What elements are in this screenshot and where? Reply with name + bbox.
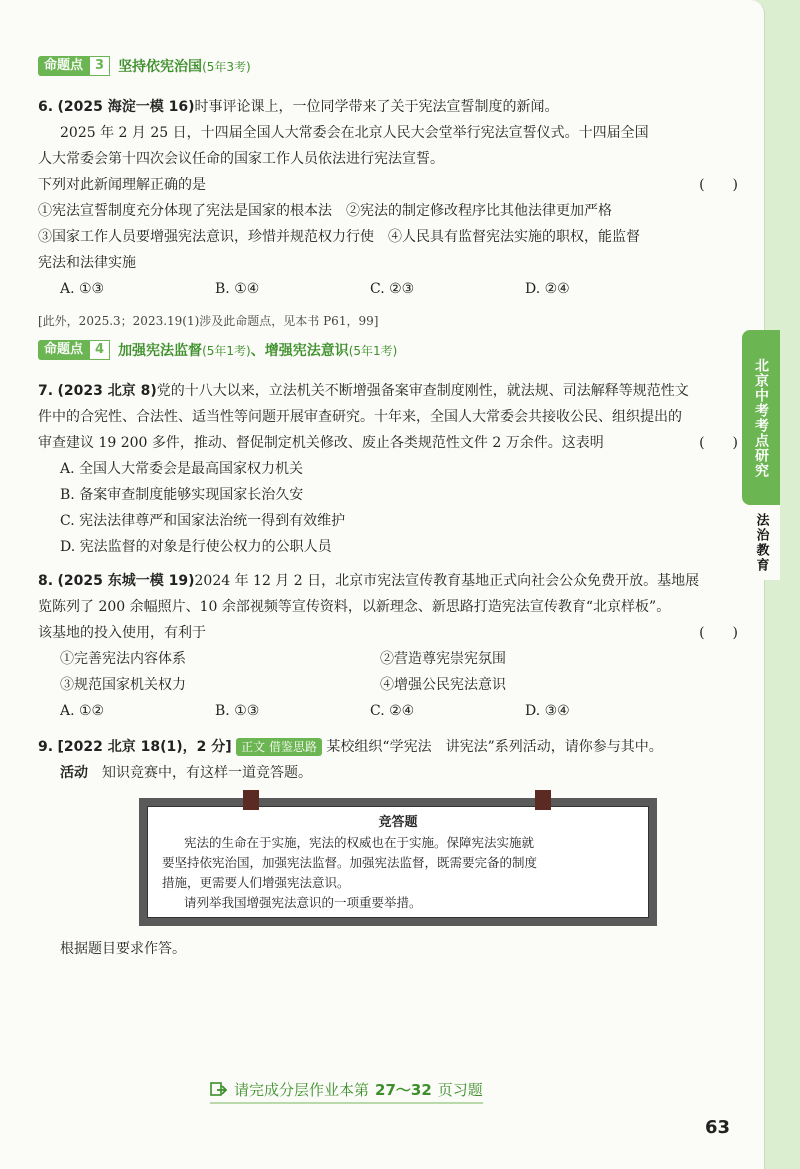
option-c[interactable]: C. 宪法法律尊严和国家法治统一得到有效维护: [60, 513, 346, 529]
reference-note: [此外，2025.3；2023.19(1)涉及此命题点，见本书 P61，99]: [38, 314, 379, 328]
question-ask: 下列对此新闻理解正确的是: [38, 177, 206, 193]
option-b[interactable]: B. ①④: [215, 281, 260, 297]
question-number: 9.: [38, 739, 54, 755]
statement-line: ①宪法宣誓制度充分体现了宪法是国家的根本法 ②宪法的制定修改程序比其他法律更加严格: [38, 203, 612, 219]
statement: ③规范国家机关权力: [60, 677, 186, 693]
question-stem: 某校组织“学宪法 讲宪法”系列活动，请你参与其中。: [326, 739, 663, 755]
footer-pre: 请完成分层作业本第: [234, 1081, 370, 1099]
question-line: 件中的合宪性、合法性、适当性等问题开展审查研究。十年来，全国人大常委会共接收公民、组织提出的: [38, 409, 682, 425]
pin-icon: [243, 790, 259, 810]
point-label: 命题点: [38, 56, 89, 76]
point-frequency: (5年3考): [202, 59, 251, 74]
question-line: 览陈列了 200 余幅照片、10 余部视频等宣传资料，以新理念、新思路打造宪法宣传教育“北京样板”。: [38, 599, 671, 615]
question-number: 8.: [38, 573, 54, 589]
question-line: 2024 年 12 月 2 日，北京市宪法宣传教育基地正式向社会公众免费开放。基地展: [194, 573, 700, 589]
point-separator: 、: [250, 343, 265, 359]
statement-line: 宪法和法律实施: [38, 255, 136, 271]
question-line: 审查建议 19 200 多件，推动、督促制定机关修改、废止各类规范性文件 2 万余件。这表明: [38, 435, 604, 451]
option-a[interactable]: A. 全国人大常委会是最高国家权力机关: [60, 461, 304, 477]
arrow-icon: [210, 1082, 228, 1098]
point-header-3: [38, 56, 251, 76]
homework-link[interactable]: [210, 1079, 483, 1104]
point-header-4: [38, 340, 397, 360]
option-d[interactable]: D. 宪法监督的对象是行使公权力的公职人员: [60, 539, 332, 555]
point-frequency-2: (5年1考): [348, 343, 398, 358]
activity-text: 知识竞赛中，有这样一道竞答题。: [102, 765, 312, 781]
board-line: 要坚持依宪治国，加强宪法监督。加强宪法监督，既需要完备的制度: [162, 855, 538, 870]
point-title-2: 增强宪法意识: [264, 343, 349, 359]
answer-instruction: 根据题目要求作答。: [60, 941, 186, 957]
board-line: 请列举我国增强宪法意识的一项重要举措。: [184, 895, 422, 910]
question-number: 6.: [38, 99, 54, 115]
option-c[interactable]: C. ②③: [370, 281, 415, 297]
statement: ②营造尊宪崇宪氛围: [380, 651, 506, 667]
question-6: [38, 94, 738, 302]
news-line: 人大常委会第十四次会议任命的国家工作人员依法进行宪法宣誓。: [38, 151, 444, 167]
page-number: 63: [705, 1117, 731, 1138]
question-8: [38, 568, 738, 724]
point-frequency: (5年1考): [202, 343, 251, 358]
question-source: (2025 东城一模 19): [57, 573, 195, 589]
question-source: (2025 海淀一模 16): [57, 99, 195, 115]
question-stem: 时事评论课上，一位同学带来了关于宪法宣誓制度的新闻。: [194, 99, 559, 115]
quiz-board: [139, 798, 657, 926]
question-line: 该基地的投入使用，有利于: [38, 625, 206, 641]
reference-tag[interactable]: 正文 借鉴思路: [236, 738, 322, 756]
question-number: 7.: [38, 383, 54, 399]
option-d[interactable]: D. ③④: [525, 703, 570, 719]
point-title: 坚持依宪治国: [118, 59, 203, 75]
board-line: 措施，更需要人们增强宪法意识。: [162, 875, 350, 890]
point-number: 4: [89, 340, 110, 360]
board-title: 竞答题: [378, 815, 418, 830]
board-line: 宪法的生命在于实施，宪法的权威也在于实施。保障宪法实施就: [184, 835, 535, 850]
question-source: (2023 北京 8): [57, 383, 157, 399]
point-title: 加强宪法监督: [118, 343, 203, 359]
point-number: 3: [89, 56, 110, 76]
option-b[interactable]: B. 备案审查制度能够实现国家长治久安: [60, 487, 304, 503]
chapter-tab[interactable]: 北京中考考点研究: [742, 330, 780, 505]
activity-label: 活动: [60, 765, 88, 781]
question-source: [2022 北京 18(1)，2 分]: [57, 739, 232, 755]
option-a[interactable]: A. ①③: [60, 281, 105, 297]
point-label: 命题点: [38, 340, 89, 360]
footer-post: 页习题: [437, 1081, 483, 1099]
question-line: 党的十八大以来，立法机关不断增强备案审查制度刚性，就法规、司法解释等规范性文: [156, 383, 689, 399]
news-line: 2025 年 2 月 25 日，十四届全国人大常委会在北京人民大会堂举行宪法宣誓仪式。十四届全国: [60, 125, 649, 141]
answer-paren[interactable]: ( ): [699, 625, 738, 641]
question-7: [38, 378, 738, 560]
answer-paren[interactable]: ( ): [699, 435, 738, 451]
statement: ④增强公民宪法意识: [380, 677, 506, 693]
option-d[interactable]: D. ②④: [525, 281, 570, 297]
pin-icon: [535, 790, 551, 810]
question-9: [38, 734, 738, 786]
answer-paren[interactable]: ( ): [699, 177, 738, 193]
option-b[interactable]: B. ①③: [215, 703, 260, 719]
statement: ①完善宪法内容体系: [60, 651, 186, 667]
option-a[interactable]: A. ①②: [60, 703, 105, 719]
option-c[interactable]: C. ②④: [370, 703, 415, 719]
statement-line: ③国家工作人员要增强宪法意识，珍惜并规范权力行使 ④人民具有监督宪法实施的职权，能监督: [38, 229, 640, 245]
subject-tab: 法治教育: [742, 505, 780, 580]
footer-range: 27～32: [375, 1081, 432, 1099]
